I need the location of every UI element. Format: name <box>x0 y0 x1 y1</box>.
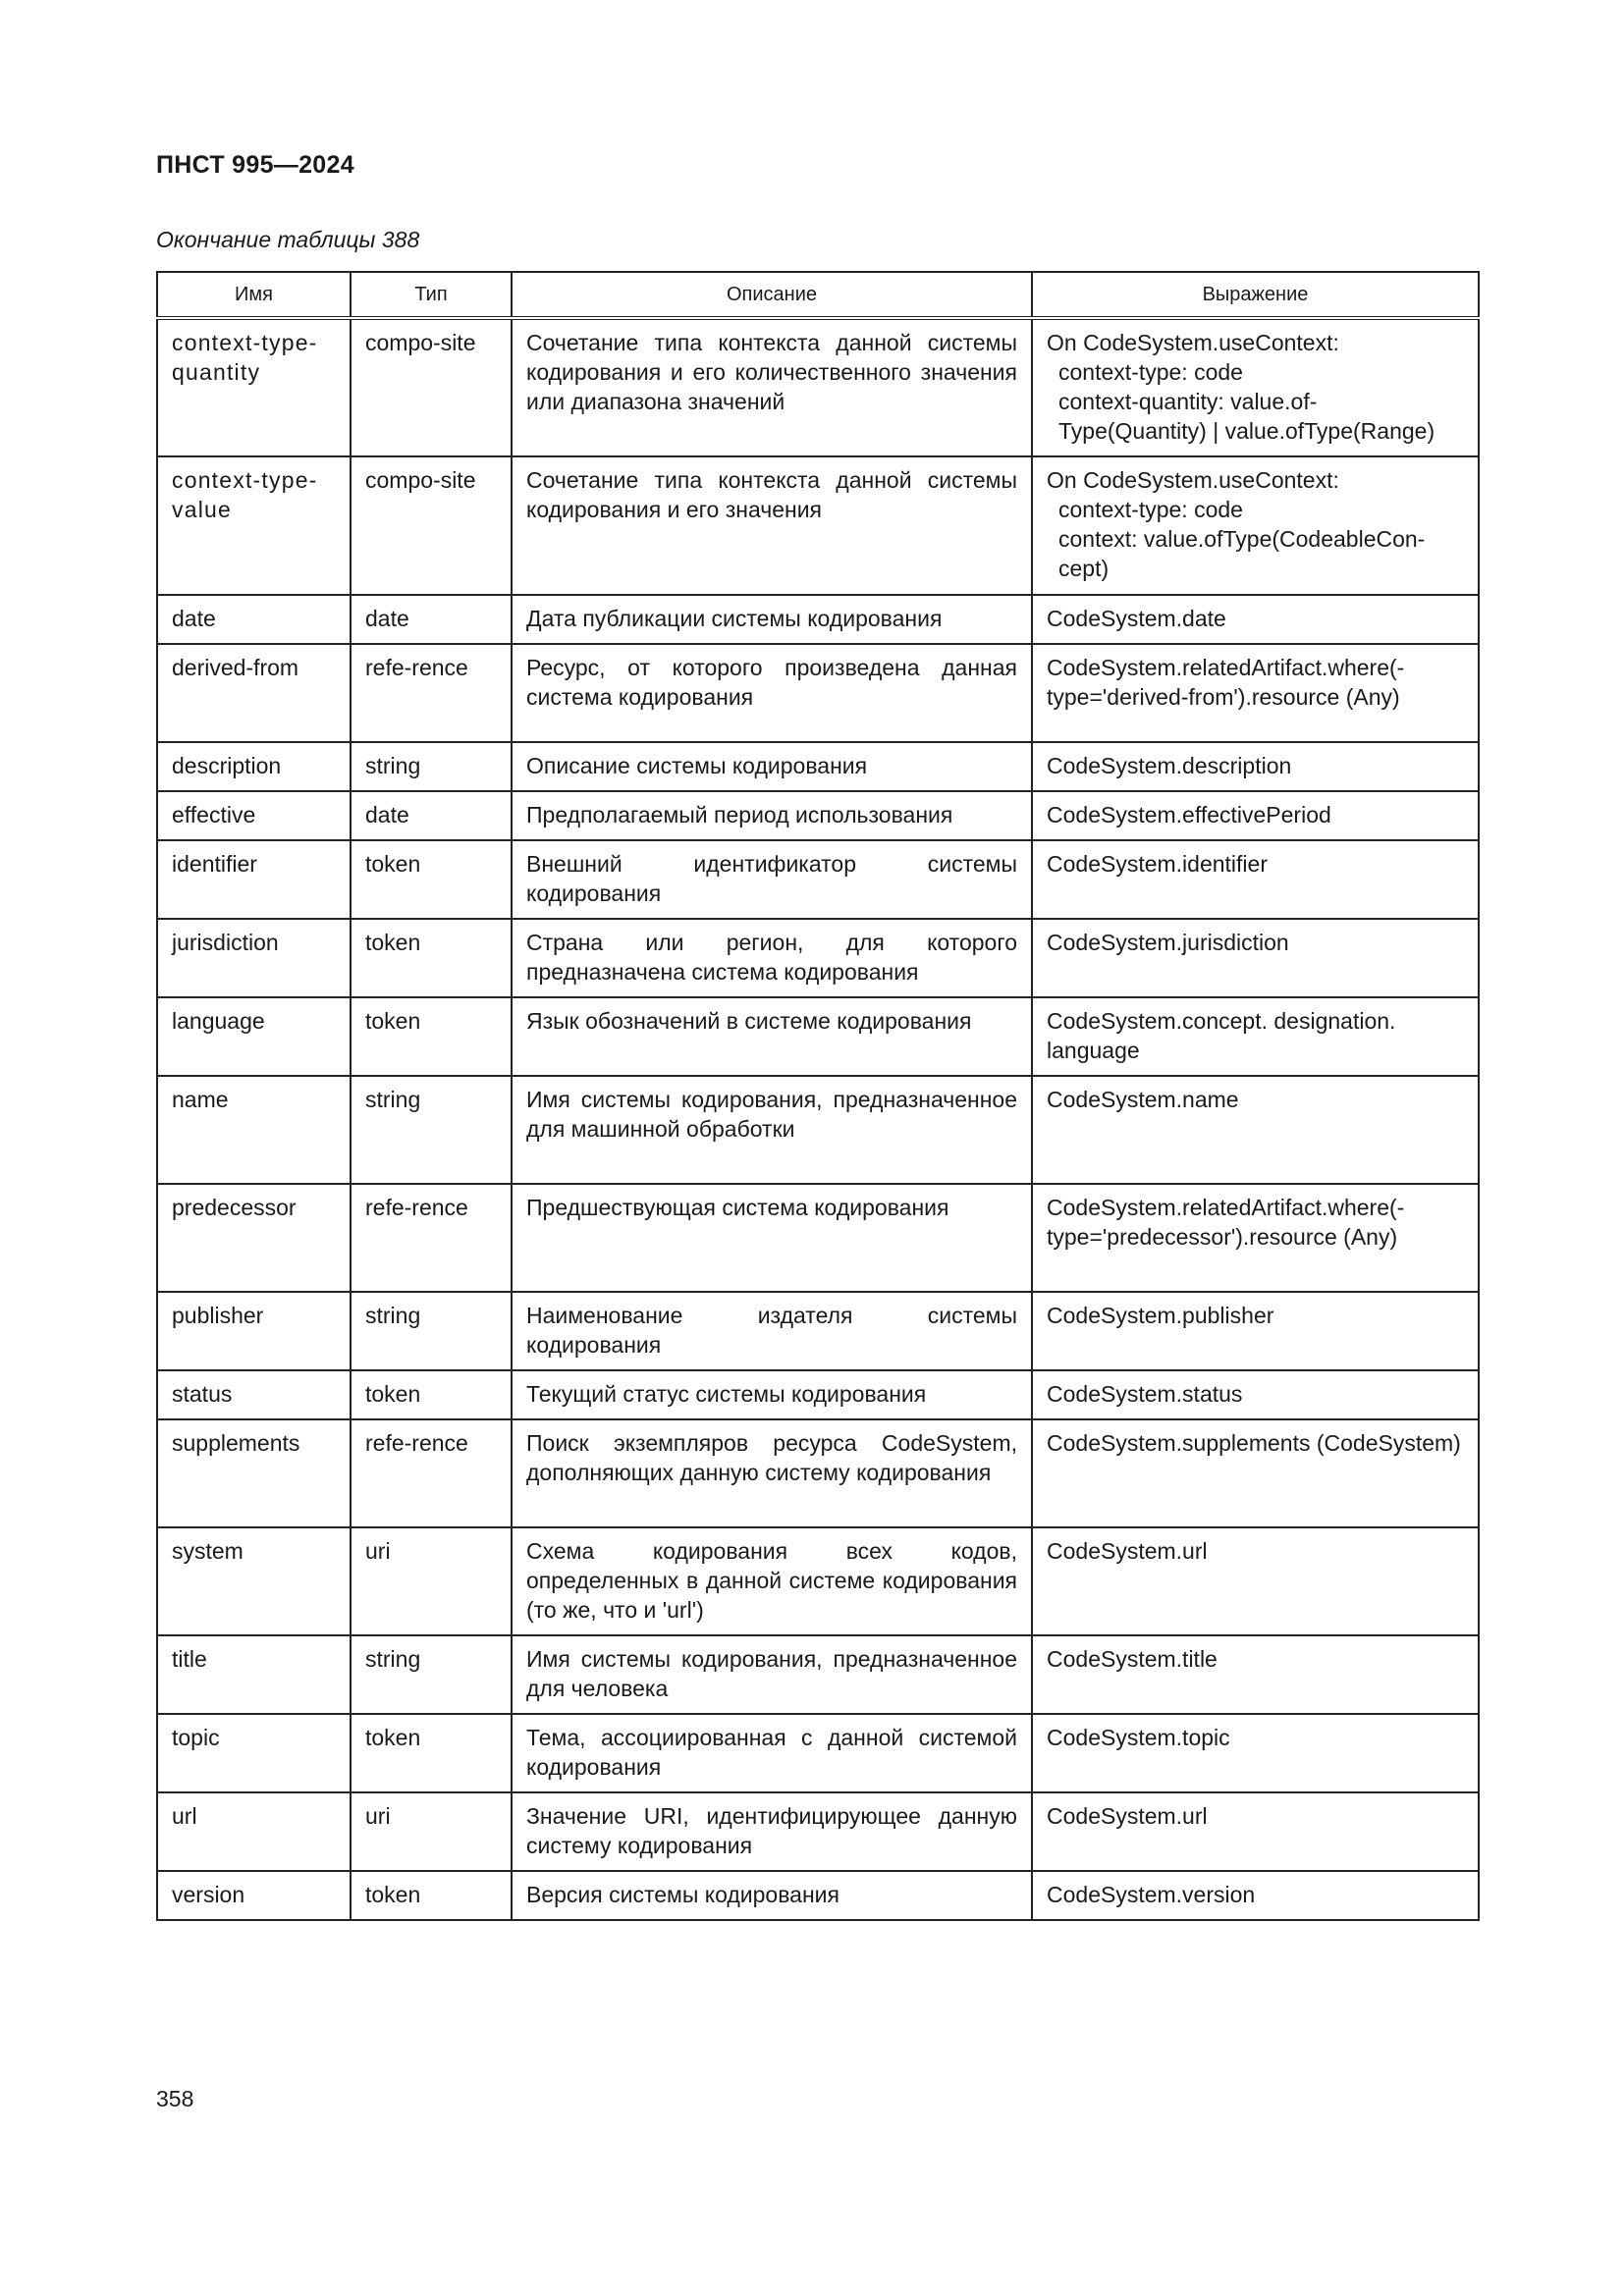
table-row <box>157 1635 1479 1714</box>
cell-type: uri <box>351 1792 512 1871</box>
cell-name: publisher <box>157 1292 351 1370</box>
document-header: ПНСТ 995—2024 <box>156 151 354 179</box>
cell-description: Текущий статус системы кодирования <box>512 1370 1032 1419</box>
cell-expression <box>1032 318 1479 456</box>
expression-line: CodeSystem.identifier <box>1047 851 1268 877</box>
table-header-row <box>157 272 1479 318</box>
expression-line: On CodeSystem.useContext: <box>1047 467 1339 493</box>
cell-expression <box>1032 742 1479 791</box>
table-row <box>157 919 1479 997</box>
cell-description: Наименование издателя системы кодирования <box>512 1292 1032 1370</box>
cell-description: Имя системы кодирования, предназначенное для машинной обработки <box>512 1076 1032 1184</box>
table-row <box>157 1076 1479 1184</box>
cell-expression <box>1032 456 1479 595</box>
cell-expression <box>1032 1076 1479 1184</box>
cell-description: Имя системы кодирования, предназначенное для человека <box>512 1635 1032 1714</box>
cell-type: token <box>351 1370 512 1419</box>
cell-description: Предполагаемый период использования <box>512 791 1032 840</box>
expression-line: CodeSystem.version <box>1047 1882 1256 1907</box>
cell-expression <box>1032 919 1479 997</box>
cell-description: Версия системы кодирования <box>512 1871 1032 1920</box>
cell-name: identifier <box>157 840 351 919</box>
expression-line: CodeSystem.url <box>1047 1538 1208 1564</box>
cell-type: date <box>351 595 512 644</box>
expression-line: CodeSystem.title <box>1047 1646 1218 1672</box>
expression-line: context-type: code <box>1058 359 1243 385</box>
expression-line: context-quantity: value.of-Type(Quantity) | value.ofType(Range) <box>1058 389 1435 444</box>
expression-line: CodeSystem.name <box>1047 1087 1239 1112</box>
expression-line: CodeSystem.supplements (CodeSystem) <box>1047 1430 1461 1456</box>
table-row <box>157 1184 1479 1292</box>
table-caption: Окончание таблицы 388 <box>156 227 420 252</box>
cell-description: Ресурс, от которого произведена данная система кодирования <box>512 644 1032 742</box>
cell-description: Схема кодирования всех кодов, определенных в данной системе кодирования (то же, что и 'url') <box>512 1527 1032 1635</box>
expression-line: CodeSystem.date <box>1047 606 1226 631</box>
table-row <box>157 1527 1479 1635</box>
cell-expression <box>1032 997 1479 1076</box>
cell-description: Язык обозначений в системе кодирования <box>512 997 1032 1076</box>
cell-description: Сочетание типа контекста данной системы кодирования и его значения <box>512 456 1032 595</box>
cell-name: context-type-quantity <box>157 318 351 456</box>
table-row <box>157 742 1479 791</box>
cell-expression <box>1032 1635 1479 1714</box>
cell-expression <box>1032 1792 1479 1871</box>
cell-type: string <box>351 742 512 791</box>
cell-name: derived-from <box>157 644 351 742</box>
expression-line: CodeSystem.effectivePeriod <box>1047 802 1331 828</box>
cell-name: version <box>157 1871 351 1920</box>
cell-expression <box>1032 1527 1479 1635</box>
cell-name: date <box>157 595 351 644</box>
table-body <box>157 318 1479 1920</box>
table-row <box>157 644 1479 742</box>
cell-type: refe-rence <box>351 1419 512 1527</box>
cell-type: uri <box>351 1527 512 1635</box>
cell-name: system <box>157 1527 351 1635</box>
cell-name: jurisdiction <box>157 919 351 997</box>
cell-description: Сочетание типа контекста данной системы кодирования и его количественного значения или диапазона значений <box>512 318 1032 456</box>
cell-description: Описание системы кодирования <box>512 742 1032 791</box>
cell-expression <box>1032 840 1479 919</box>
table-row <box>157 595 1479 644</box>
cell-name: supplements <box>157 1419 351 1527</box>
cell-expression <box>1032 791 1479 840</box>
cell-name: url <box>157 1792 351 1871</box>
table-row <box>157 1792 1479 1871</box>
expression-line: CodeSystem.publisher <box>1047 1303 1274 1328</box>
cell-expression <box>1032 644 1479 742</box>
cell-type: token <box>351 919 512 997</box>
cell-name: predecessor <box>157 1184 351 1292</box>
table-row <box>157 318 1479 456</box>
cell-expression <box>1032 595 1479 644</box>
cell-type: token <box>351 997 512 1076</box>
cell-name: title <box>157 1635 351 1714</box>
table-row <box>157 1714 1479 1792</box>
table-row <box>157 840 1479 919</box>
search-parameters-table <box>156 271 1480 1921</box>
cell-name: context-type-value <box>157 456 351 595</box>
table-row <box>157 997 1479 1076</box>
table-row <box>157 1871 1479 1920</box>
cell-name: status <box>157 1370 351 1419</box>
cell-name: description <box>157 742 351 791</box>
cell-type: compo-site <box>351 318 512 456</box>
cell-description: Поиск экземпляров ресурса CodeSystem, дополняющих данную систему кодирования <box>512 1419 1032 1527</box>
cell-type: refe-rence <box>351 1184 512 1292</box>
cell-description: Тема, ассоциированная с данной системой кодирования <box>512 1714 1032 1792</box>
cell-type: string <box>351 1076 512 1184</box>
cell-name: topic <box>157 1714 351 1792</box>
expression-line: CodeSystem.url <box>1047 1803 1208 1829</box>
table-row <box>157 456 1479 595</box>
expression-line: context: value.ofType(CodeableCon-cept) <box>1058 526 1426 581</box>
column-header-description: Описание <box>512 272 1032 318</box>
expression-line: CodeSystem.description <box>1047 753 1292 778</box>
cell-expression <box>1032 1714 1479 1792</box>
table-row <box>157 1419 1479 1527</box>
cell-type: token <box>351 1714 512 1792</box>
table-row <box>157 791 1479 840</box>
column-header-expression: Выражение <box>1032 272 1479 318</box>
cell-type: date <box>351 791 512 840</box>
cell-name: effective <box>157 791 351 840</box>
column-header-name: Имя <box>157 272 351 318</box>
expression-line: context-type: code <box>1058 497 1243 522</box>
cell-type: string <box>351 1635 512 1714</box>
cell-type: compo-site <box>351 456 512 595</box>
expression-line: CodeSystem.concept. designation. language <box>1047 1008 1396 1063</box>
expression-line: CodeSystem.jurisdiction <box>1047 930 1289 955</box>
cell-expression <box>1032 1370 1479 1419</box>
cell-name: name <box>157 1076 351 1184</box>
expression-line: On CodeSystem.useContext: <box>1047 330 1339 355</box>
cell-expression <box>1032 1419 1479 1527</box>
expression-line: CodeSystem.relatedArtifact.where(-type='predecessor').resource (Any) <box>1047 1195 1405 1250</box>
page-number: 358 <box>156 2086 194 2111</box>
cell-expression <box>1032 1184 1479 1292</box>
cell-type: token <box>351 840 512 919</box>
cell-type: string <box>351 1292 512 1370</box>
cell-expression <box>1032 1292 1479 1370</box>
expression-line: CodeSystem.status <box>1047 1381 1243 1407</box>
cell-name: language <box>157 997 351 1076</box>
cell-description: Страна или регион, для которого предназначена система кодирования <box>512 919 1032 997</box>
cell-description: Дата публикации системы кодирования <box>512 595 1032 644</box>
cell-description: Значение URI, идентифицирующее данную систему кодирования <box>512 1792 1032 1871</box>
cell-description: Предшествующая система кодирования <box>512 1184 1032 1292</box>
column-header-type: Тип <box>351 272 512 318</box>
table-row <box>157 1370 1479 1419</box>
table-row <box>157 1292 1479 1370</box>
cell-type: refe-rence <box>351 644 512 742</box>
cell-expression <box>1032 1871 1479 1920</box>
cell-description: Внешний идентификатор системы кодирования <box>512 840 1032 919</box>
cell-type: token <box>351 1871 512 1920</box>
expression-line: CodeSystem.relatedArtifact.where(-type='derived-from').resource (Any) <box>1047 655 1405 710</box>
expression-line: CodeSystem.topic <box>1047 1725 1230 1750</box>
